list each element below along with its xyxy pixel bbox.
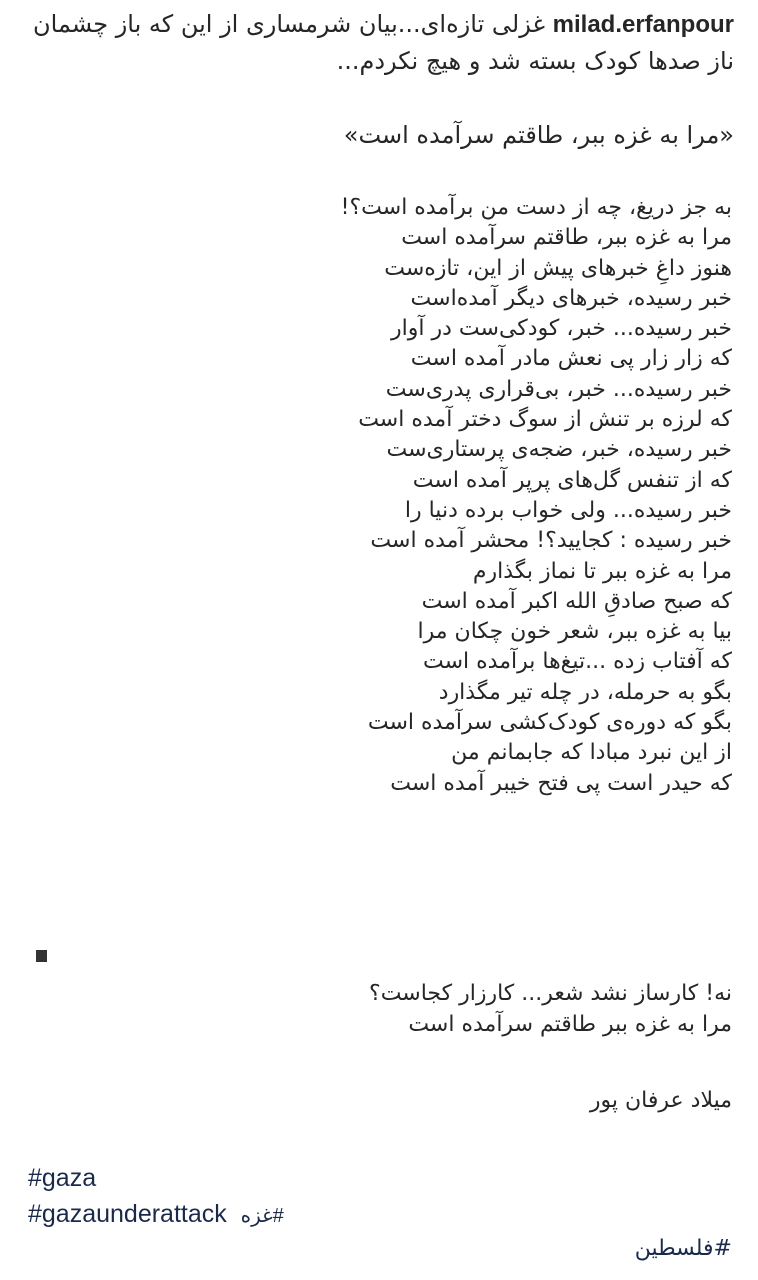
post-caption: [20, 6, 734, 154]
poem-line: خبر رسیده، خبر، ضجه‌ی پرستاری‌ست: [386, 437, 732, 463]
square-bullet-icon: [36, 950, 47, 962]
poem-line: بیا به غزه ببر، شعر خون چکان مرا: [417, 619, 732, 645]
caption-line-1: [20, 6, 734, 43]
poem-title: «مرا به غزه ببر، طاقتم سرآمده است»: [343, 121, 734, 149]
poem-line: مرا به غزه ببر، طاقتم سرآمده است: [401, 225, 732, 251]
signature: میلاد عرفان پور: [589, 1088, 732, 1113]
poem-line: بگو به حرمله، در چله تیر مگذارد: [438, 679, 732, 705]
intro-text-2: ناز صدها کودک بسته شد و هیچ نکردم...: [336, 47, 734, 75]
poem-line: که از تنفس گل‌های پرپر آمده است: [412, 467, 732, 493]
poem-line: که صبح صادقِ الله اکبر آمده است: [421, 588, 732, 614]
poem-line: که حیدر است پی فتح خیبر آمده است: [390, 770, 732, 796]
hashtags: [28, 1160, 284, 1234]
ending-line: مرا به غزه ببر طاقتم سرآمده است: [408, 1012, 732, 1037]
poem-line: از این نبرد مبادا که جابمانم من: [451, 740, 732, 766]
poem-line: خبر رسیده، خبرهای دیگر آمده‌است: [410, 285, 732, 311]
username-link[interactable]: milad.erfanpour: [552, 11, 734, 38]
poem-body: [341, 193, 732, 799]
poem-line: خبر رسیده... خبر، کودکی‌ست در آوار: [391, 316, 732, 342]
hashtag-ghaza[interactable]: #غزه: [240, 1205, 284, 1227]
poem-line: خبر رسیده... خبر، بی‌قراری پدری‌ست: [385, 376, 732, 402]
poem-line: به جز دریغ، چه از دست من برآمده است؟!: [340, 195, 732, 220]
poem-line: هنوز داغِ خبرهای پیش از این، تازه‌ست: [384, 255, 732, 281]
poem-line: خبر رسیده... ولی خواب برده دنیا را: [404, 497, 732, 523]
hashtag-falestin[interactable]: #فلسطین: [634, 1236, 732, 1261]
intro-text-1: غزلی تازه‌ای...بیان شرمساری از این که باز چشمان: [33, 10, 545, 38]
poem-line: بگو که دوره‌ی کودک‌کشی سرآمده است: [367, 710, 732, 736]
poem-line: که لرزه بر تنش از سوگ دختر آمده است: [358, 407, 732, 433]
poem-line: که زار زار پی نعش مادر آمده است: [410, 346, 732, 372]
ending-line: نه! کارساز نشد شعر... کارزار کجاست؟: [369, 981, 732, 1006]
poem-line: که آفتاب زده ...تیغ‌ها برآمده است: [423, 649, 732, 675]
poem-line: مرا به غزه ببر تا نماز بگذارم: [472, 558, 732, 584]
hashtag-gazaunderattack[interactable]: #gazaunderattack: [28, 1200, 227, 1228]
hashtag-gaza[interactable]: #gaza: [28, 1164, 97, 1192]
poem-line: خبر رسیده : کجایید؟! محشر آمده است: [370, 528, 732, 554]
poem-ending: [369, 978, 732, 1040]
